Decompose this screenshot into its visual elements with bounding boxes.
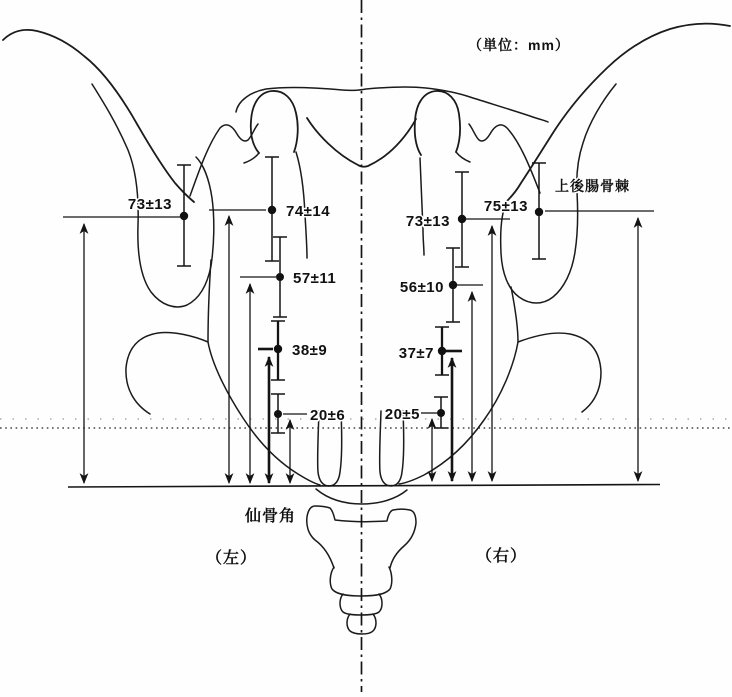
unit-note: （単位：mm） [468, 37, 570, 53]
data-point [268, 206, 276, 214]
data-point [180, 212, 188, 220]
sciatic-notch-right [518, 333, 601, 412]
right-side-label: （右） [476, 548, 528, 565]
point-left-s2 [240, 237, 336, 317]
point-right-s4 [385, 397, 448, 428]
sacrum-lateral-edge-right [399, 287, 518, 484]
data-point [274, 410, 282, 418]
measurement-label: 38±9 [292, 342, 328, 359]
measurement-label: 20±5 [384, 406, 420, 423]
articular-process-right-tail [456, 152, 470, 162]
point-right-s2 [400, 248, 483, 322]
articular-process-right [415, 91, 460, 155]
data-point [276, 273, 284, 281]
left-side-label: （左） [206, 550, 258, 567]
data-point [535, 208, 543, 216]
baseline-ground-line [68, 485, 660, 488]
articular-process-left-tail [244, 153, 259, 163]
data-point [437, 409, 445, 417]
sacroiliac-junction-right [469, 124, 540, 193]
point-left-s4 [271, 394, 345, 433]
measurement-label: 73±13 [127, 196, 172, 213]
measurement-label: 73±13 [405, 213, 450, 230]
iliac-crest-left [3, 30, 194, 202]
annotations [206, 37, 630, 567]
pelvis-outline [3, 24, 730, 634]
sacral-horn-label: 仙骨角 [245, 508, 297, 525]
measurement-label: 74±14 [286, 203, 331, 220]
sacroiliac-junction-left [190, 124, 258, 196]
measurement-label: 57±11 [293, 270, 337, 287]
data-point [458, 215, 466, 223]
measurement-label: 56±10 [399, 279, 444, 296]
measurement-label: 20±6 [310, 407, 346, 424]
sacral-body-edge-right [420, 158, 424, 255]
point-left-s1 [209, 157, 330, 261]
measurement-label: 75±13 [483, 198, 528, 215]
sacrum-lateral-edge-left [208, 260, 320, 485]
data-point [274, 345, 282, 353]
articular-process-left [251, 91, 298, 153]
psis-label: 上後腸骨棘 [555, 178, 630, 194]
measurement-label: 37±7 [398, 345, 434, 362]
sciatic-notch-left [126, 333, 208, 414]
data-point [449, 281, 457, 289]
landmark-points [63, 157, 654, 433]
data-point [438, 347, 446, 355]
